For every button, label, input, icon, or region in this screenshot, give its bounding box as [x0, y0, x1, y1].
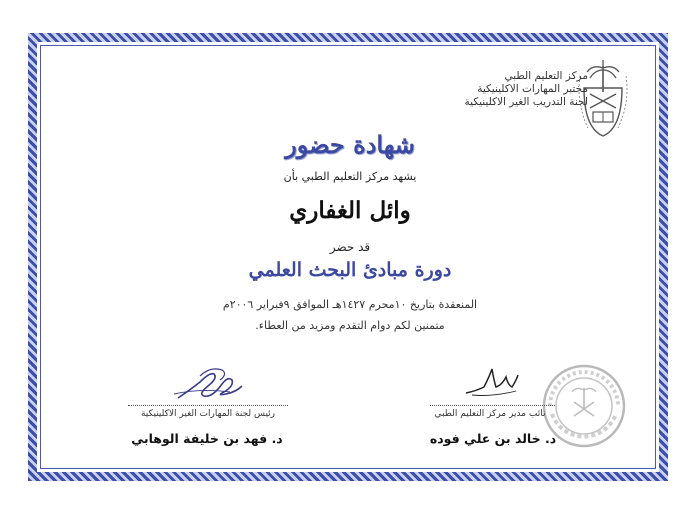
org-line-1: مركز التعليم الطبي	[504, 70, 588, 82]
org-line-2: مختبر المهارات الاكلينيكية	[477, 83, 588, 95]
recipient-name: وائل الغفاري	[289, 197, 411, 224]
left-signature	[170, 362, 250, 404]
org-line-3: لجنة التدريب الغير الاكلينيكية	[464, 96, 588, 108]
right-signatory-name: د. خالد بن علي فوده	[429, 431, 557, 446]
left-signatory-title: رئيس لجنة المهارات الغير الاكلينيكية	[140, 409, 276, 419]
course-date: المنعقدة بتاريخ ١٠محرم ١٤٢٧هـ الموافق ٩فبراير ٢٠٠٦م	[222, 298, 478, 311]
certificate-title: شهادة حضور	[285, 130, 415, 159]
certifies-text: يشهد مركز التعليم الطبي بأن	[283, 170, 417, 183]
attended-text: قد حضر	[329, 240, 371, 254]
right-signatory-title: نائب مدير مركز التعليم الطبي	[434, 409, 546, 419]
wishes-text: متمنين لكم دوام التقدم ومزيد من العطاء.	[255, 319, 445, 332]
left-signature-line	[128, 405, 288, 406]
left-signatory-name: د. فهد بن خليفة الوهابي	[131, 431, 283, 446]
organization-header	[464, 70, 588, 109]
right-signature-line	[430, 405, 555, 406]
right-signature	[462, 365, 522, 399]
course-name: دورة مبادئ البحث العلمي	[248, 259, 452, 281]
